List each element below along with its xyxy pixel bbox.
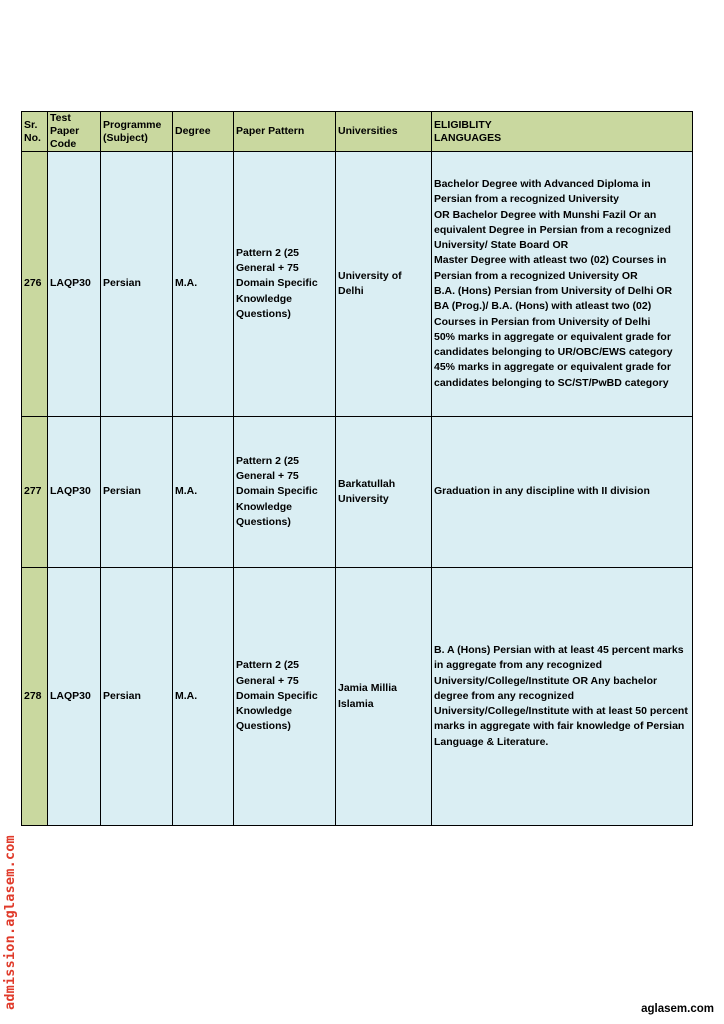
paper-code-cell: LAQP30 [48, 152, 101, 417]
sr-no-cell: 278 [22, 568, 48, 826]
table-header-row [22, 112, 693, 152]
university-cell: University of Delhi [336, 152, 432, 417]
university-cell: Barkatullah University [336, 417, 432, 568]
degree-cell: M.A. [173, 152, 234, 417]
paper-pattern-cell: Pattern 2 (25 General + 75 Domain Specific Knowledge Questions) [234, 568, 336, 826]
vertical-watermark: admission.aglasem.com [2, 835, 18, 1010]
header-degree: Degree [173, 112, 234, 152]
paper-pattern-cell: Pattern 2 (25 General + 75 Domain Specific Knowledge Questions) [234, 152, 336, 417]
eligibility-cell: Graduation in any discipline with II division [432, 417, 693, 568]
eligibility-cell: B. A (Hons) Persian with at least 45 percent marks in aggregate from any recognized University/College/Institute OR Any bachelor degree from any recognized University/College/Institute with at least 50 percent marks in aggregate with fair knowledge of Persian Language & Literature. [432, 568, 693, 826]
sr-no-cell: 277 [22, 417, 48, 568]
header-programme: Programme (Subject) [101, 112, 173, 152]
table-row [22, 417, 693, 568]
paper-code-cell: LAQP30 [48, 417, 101, 568]
table-row [22, 152, 693, 417]
paper-code-cell: LAQP30 [48, 568, 101, 826]
programme-cell: Persian [101, 152, 173, 417]
eligibility-table [21, 111, 693, 826]
programme-cell: Persian [101, 568, 173, 826]
degree-cell: M.A. [173, 417, 234, 568]
sr-no-cell: 276 [22, 152, 48, 417]
paper-pattern-cell: Pattern 2 (25 General + 75 Domain Specific Knowledge Questions) [234, 417, 336, 568]
table-row [22, 568, 693, 826]
footer-watermark: aglasem.com [641, 1003, 714, 1015]
header-universities: Universities [336, 112, 432, 152]
university-cell: Jamia Millia Islamia [336, 568, 432, 826]
degree-cell: M.A. [173, 568, 234, 826]
eligibility-cell: Bachelor Degree with Advanced Diploma in Persian from a recognized University OR Bachelor Degree with Munshi Fazil Or an equivalent Degree in Persian from a recognized University/ State Board OR Master Degree with atleast two (02) Courses in Persian from a recognized University OR B.A. (Hons) Persian from University of Delhi OR BA (Prog.)/ B.A. (Hons) with atleast two (02) Courses in Persian from University of Delhi 50% marks in aggregate or equivalent grade for candidates belonging to UR/OBC/EWS category 45% marks in aggregate or equivalent grade for candidates belonging to SC/ST/PwBD category [432, 152, 693, 417]
header-eligibility: ELIGIBLITY LANGUAGES [432, 112, 693, 152]
programme-cell: Persian [101, 417, 173, 568]
header-test-paper-code: Test Paper Code [48, 112, 101, 152]
header-sr-no: Sr. No. [22, 112, 48, 152]
header-paper-pattern: Paper Pattern [234, 112, 336, 152]
